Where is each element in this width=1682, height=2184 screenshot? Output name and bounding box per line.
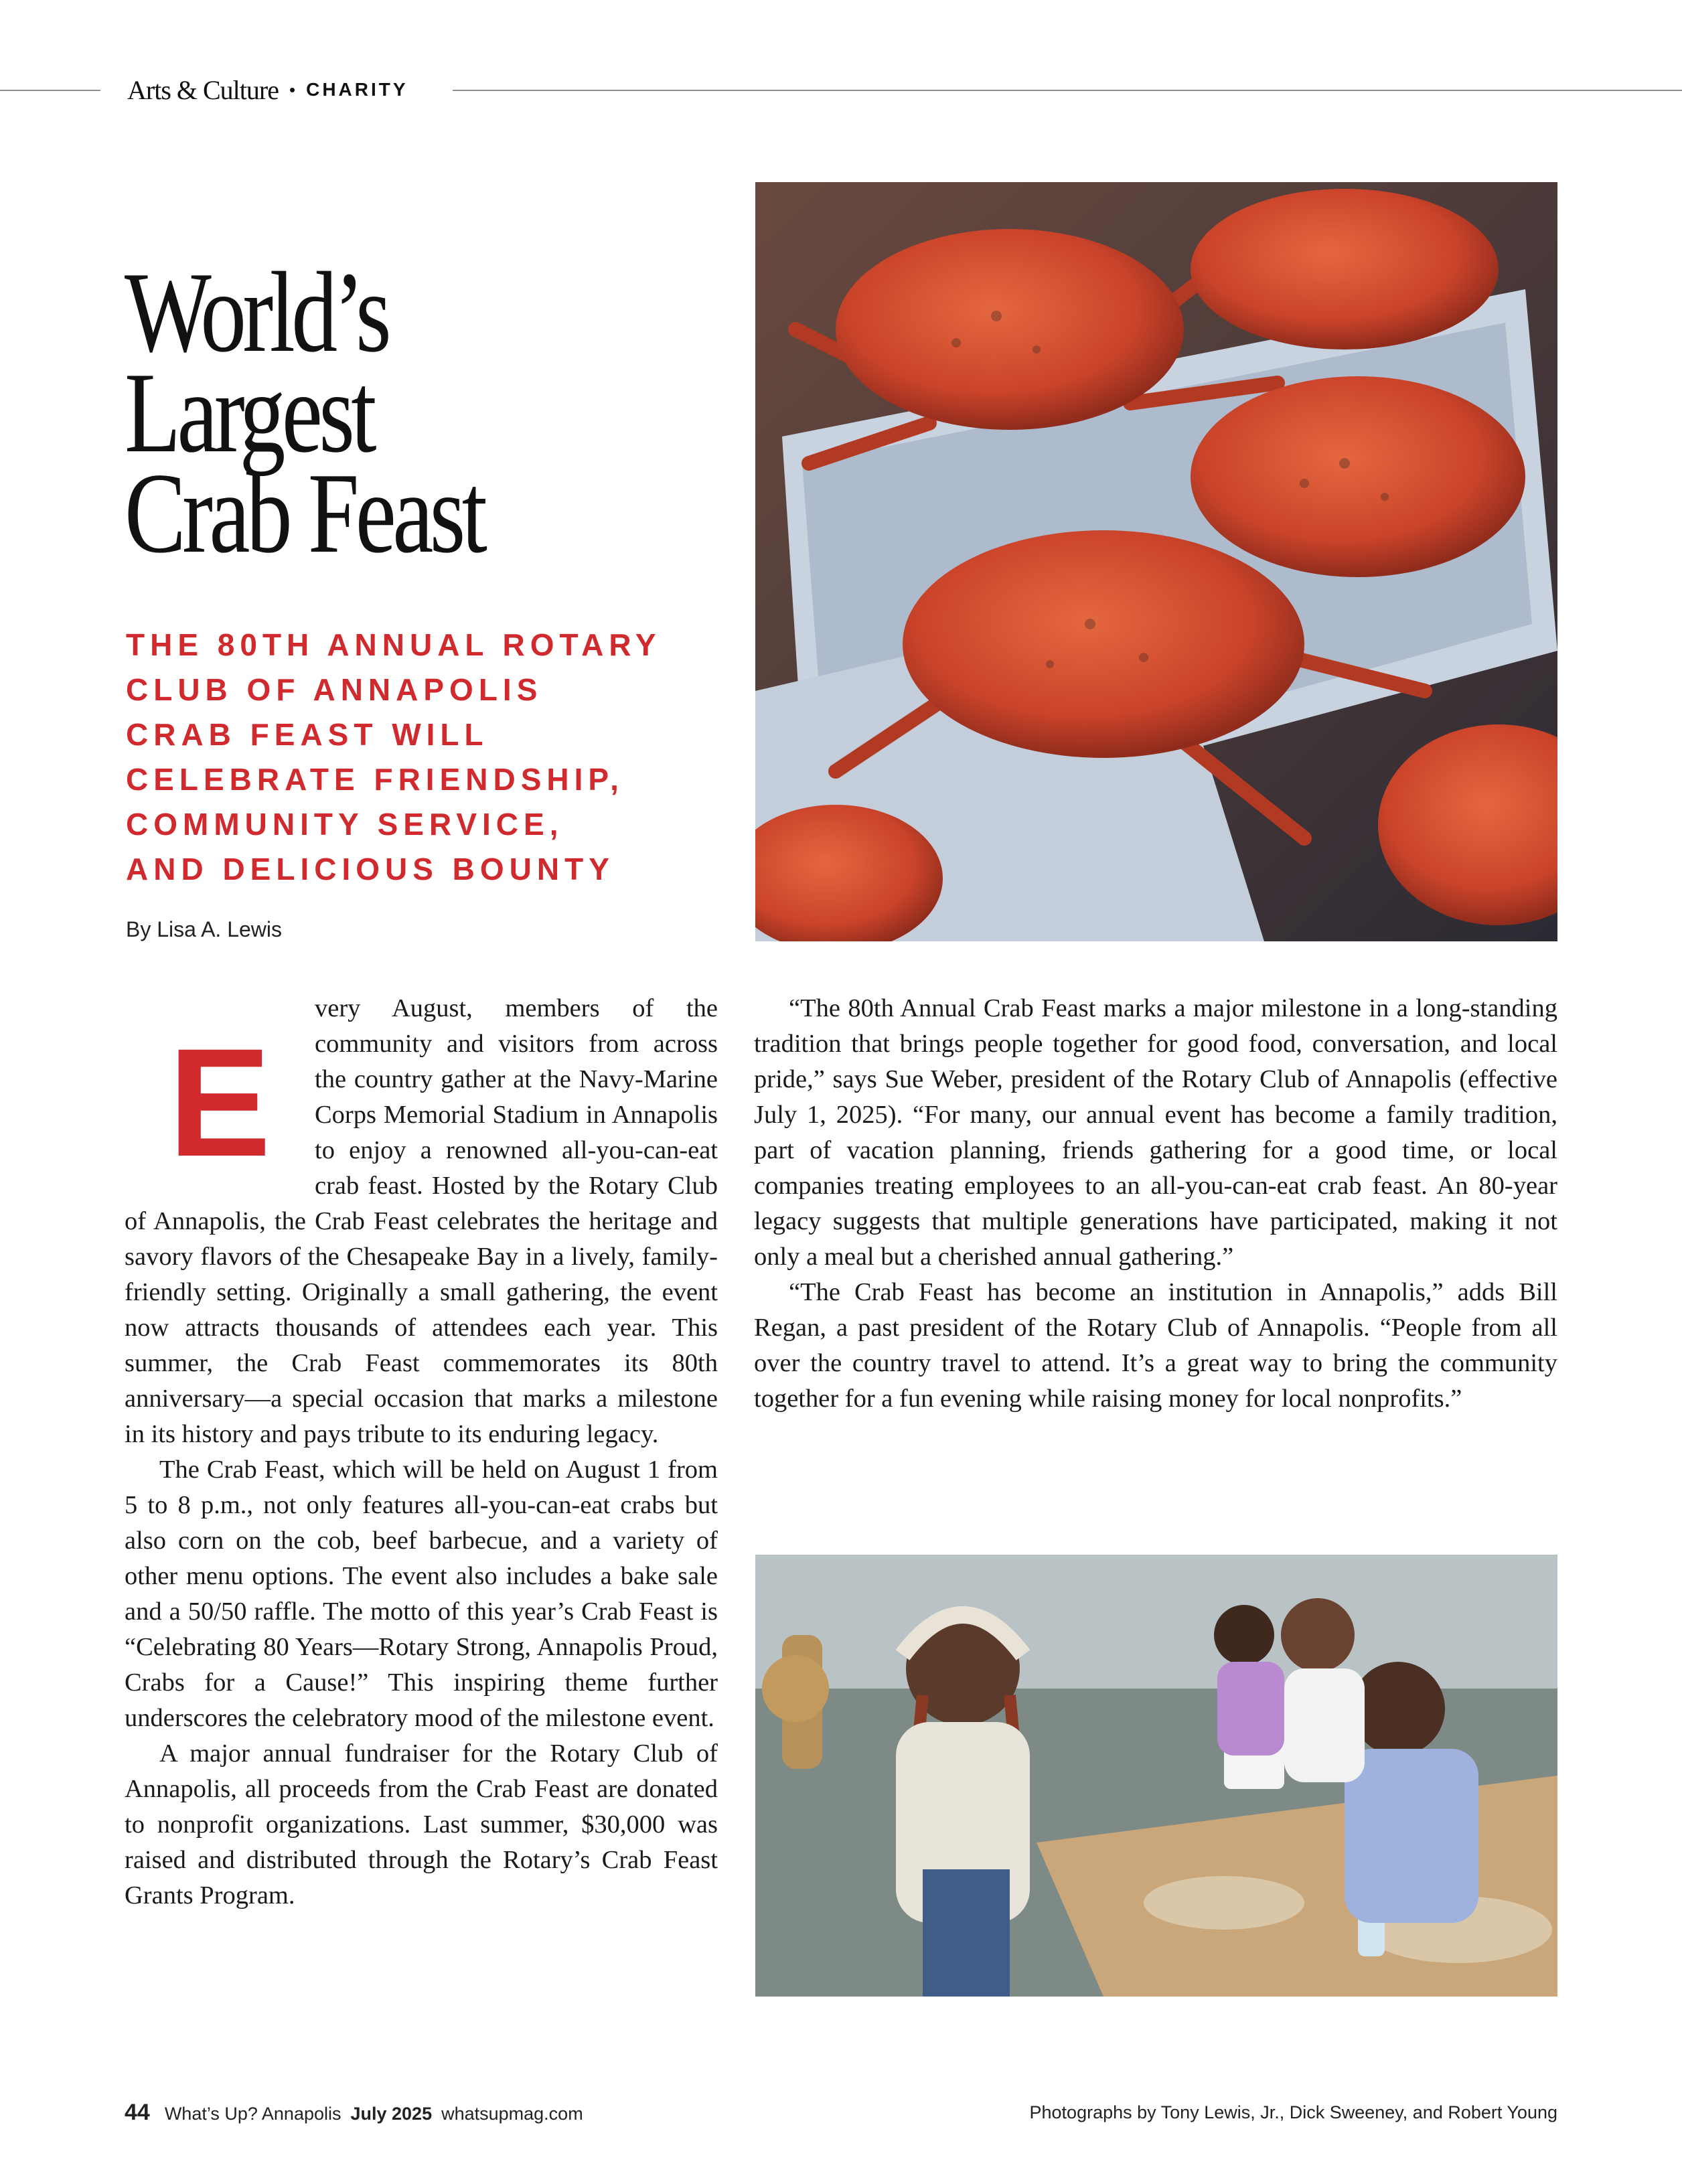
byline: By Lisa A. Lewis	[126, 917, 282, 941]
deck-line: AND DELICIOUS BOUNTY	[126, 852, 615, 886]
header-rule-left	[0, 90, 100, 91]
deck	[126, 623, 729, 892]
article-paragraph: “The 80th Annual Crab Feast marks a major milestone in a long-standing tradition that brings people together for good food, conversation, and local pride,” says Sue Weber, president of the Rotary Club of Annapolis (effective July 1, 2025). “For many, our annual event has become a family tradition, part of vacation planning, friends gathering for a good time, or local companies treating employees to an all-you-can-eat crab feast. An 80-year legacy suggests that multiple generations have participated, making it not only a meal but a cherished annual gathering.”	[754, 994, 1557, 1271]
paragraph-text: very August, members of the community and visitors from across the country gather at the Navy-Marine Corps Memorial Stadium in Annapolis to enjoy a renowned all-you-can-eat crab feast. Hosted by the Rotary Club of Annapolis, the Crab Feast celebrates the heritage and savory flavors of the Chesapeake Bay in a lively, family-friendly setting. Originally a small gathering, the event now attracts thousands of attendees each year. This summer, the Crab Feast commemorates its 80th anniversary—a special occasion that marks a milestone in its history and pays tribute to its enduring legacy.	[125, 994, 718, 1448]
deck-line: CRAB FEAST WILL	[126, 717, 489, 752]
magazine-name: What’s Up? Annapolis	[164, 2104, 341, 2124]
deck-line: CELEBRATE FRIENDSHIP,	[126, 762, 624, 797]
headline-line: Crab Feast	[125, 450, 484, 577]
photo-credits: Photographs by Tony Lewis, Jr., Dick Sweeney, and Robert Young	[1029, 2102, 1557, 2122]
section-label	[125, 71, 419, 108]
article-column-left	[125, 991, 718, 1914]
subsection-name: CHARITY	[306, 79, 408, 100]
article-paragraph: The Crab Feast, which will be held on August 1 from 5 to 8 p.m., not only features all-you-can-eat crabs but also corn on the cob, beef barbecue, and a variety of other menu options. The event also includes a bake sale and a 50/50 raffle. The motto of this year’s Crab Feast is “Celebrating 80 Years—Rotary Strong, Annapolis Proud, Crabs for a Cause!” This inspiring theme further underscores the celebratory mood of the milestone event.	[125, 1456, 718, 1732]
article-column-right	[754, 991, 1557, 1417]
article-paragraph	[125, 991, 718, 1452]
headline-line: World’s	[125, 249, 388, 376]
headline-line: Largest	[125, 349, 373, 477]
issue-date: July 2025	[350, 2104, 433, 2124]
section-separator: •	[289, 79, 296, 100]
deck-line: THE 80TH ANNUAL ROTARY	[126, 627, 662, 662]
header-rule-right	[453, 90, 1682, 91]
headline	[125, 249, 607, 577]
deck-line: CLUB OF ANNAPOLIS	[126, 672, 543, 707]
page-number: 44	[125, 2100, 150, 2125]
drop-cap: E	[168, 1016, 271, 1188]
article-paragraph: A major annual fundraiser for the Rotary Club of Annapolis, all proceeds from the Crab Feast are donated to nonprofit organizations. Last summer, $30,000 was raised and distributed through the Rotary’s Crab Feast Grants Program.	[125, 1739, 718, 1909]
website-link[interactable]: whatsupmag.com	[441, 2104, 583, 2124]
crab-photo	[755, 182, 1557, 941]
deck-line: COMMUNITY SERVICE,	[126, 807, 564, 842]
crowd-photo	[755, 1555, 1557, 1997]
article-paragraph: “The Crab Feast has become an institution in Annapolis,” adds Bill Regan, a past president of the Rotary Club of Annapolis. “People from all over the country travel to attend. It’s a great way to bring the community together for a fun evening while raising money for local nonprofits.”	[754, 1278, 1557, 1413]
section-name: Arts & Culture	[127, 74, 279, 105]
page-footer	[125, 2100, 583, 2126]
